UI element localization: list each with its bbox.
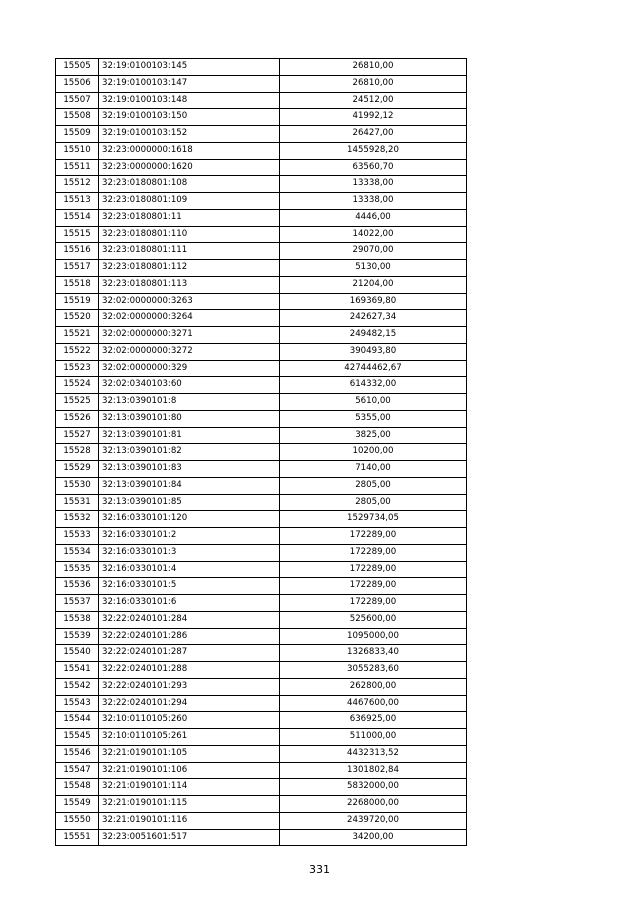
cadastral-number-cell: 32:16:0330101:2 [99,528,280,545]
table-row [56,712,467,729]
row-number-cell: 15525 [56,394,99,411]
cadastral-number-cell: 32:19:0100103:147 [99,75,280,92]
row-number-cell: 15534 [56,544,99,561]
row-number-cell: 15550 [56,812,99,829]
cadastral-number-cell: 32:13:0390101:80 [99,410,280,427]
row-number-cell: 15532 [56,511,99,528]
row-number-cell: 15528 [56,444,99,461]
cadastral-number-cell: 32:23:0180801:110 [99,226,280,243]
table-row [56,779,467,796]
table-row [56,260,467,277]
value-cell: 21204,00 [280,276,467,293]
cadastral-number-cell: 32:22:0240101:294 [99,695,280,712]
table-row [56,377,467,394]
row-number-cell: 15543 [56,695,99,712]
cadastral-number-cell: 32:13:0390101:83 [99,461,280,478]
value-cell: 2268000,00 [280,796,467,813]
table-row [56,209,467,226]
value-cell: 13338,00 [280,176,467,193]
table-row [56,310,467,327]
row-number-cell: 15544 [56,712,99,729]
value-cell: 262800,00 [280,678,467,695]
row-number-cell: 15537 [56,595,99,612]
value-cell: 63560,70 [280,159,467,176]
value-cell: 26810,00 [280,59,467,76]
cadastral-number-cell: 32:23:0000000:1618 [99,142,280,159]
cadastral-number-cell: 32:23:0180801:109 [99,193,280,210]
row-number-cell: 15529 [56,461,99,478]
table-row [56,729,467,746]
table-row [56,427,467,444]
table-row [56,243,467,260]
value-cell: 390493,80 [280,343,467,360]
value-cell: 172289,00 [280,578,467,595]
row-number-cell: 15531 [56,494,99,511]
value-cell: 172289,00 [280,561,467,578]
table-row [56,745,467,762]
value-cell: 3055283,60 [280,662,467,679]
table-row [56,628,467,645]
cadastral-number-cell: 32:19:0100103:152 [99,126,280,143]
value-cell: 42744462,67 [280,360,467,377]
table-row [56,611,467,628]
value-cell: 172289,00 [280,528,467,545]
table-row [56,494,467,511]
row-number-cell: 15524 [56,377,99,394]
value-cell: 1095000,00 [280,628,467,645]
table-row [56,662,467,679]
value-cell: 249482,15 [280,327,467,344]
cadastral-number-cell: 32:02:0000000:3271 [99,327,280,344]
value-cell: 636925,00 [280,712,467,729]
value-cell: 4432313,52 [280,745,467,762]
table-row [56,561,467,578]
cadastral-number-cell: 32:16:0330101:3 [99,544,280,561]
value-cell: 1455928,20 [280,142,467,159]
cadastral-number-cell: 32:16:0330101:6 [99,595,280,612]
value-cell: 41992,12 [280,109,467,126]
table-row [56,327,467,344]
cadastral-number-cell: 32:13:0390101:8 [99,394,280,411]
table-row [56,360,467,377]
cadastral-number-cell: 32:10:0110105:261 [99,729,280,746]
value-cell: 1529734,05 [280,511,467,528]
cadastral-number-cell: 32:13:0390101:84 [99,477,280,494]
row-number-cell: 15540 [56,645,99,662]
cadastral-number-cell: 32:02:0000000:3272 [99,343,280,360]
cadastral-number-cell: 32:23:0051601:517 [99,829,280,846]
row-number-cell: 15505 [56,59,99,76]
value-cell: 26810,00 [280,75,467,92]
cadastral-number-cell: 32:23:0180801:111 [99,243,280,260]
cadastral-number-cell: 32:16:0330101:120 [99,511,280,528]
table-row [56,410,467,427]
row-number-cell: 15541 [56,662,99,679]
cadastral-number-cell: 32:21:0190101:106 [99,762,280,779]
row-number-cell: 15510 [56,142,99,159]
row-number-cell: 15518 [56,276,99,293]
row-number-cell: 15535 [56,561,99,578]
table-row [56,109,467,126]
row-number-cell: 15511 [56,159,99,176]
table-row [56,544,467,561]
cadastral-number-cell: 32:13:0390101:82 [99,444,280,461]
table-row [56,477,467,494]
cadastral-number-cell: 32:21:0190101:116 [99,812,280,829]
cadastral-number-cell: 32:21:0190101:115 [99,796,280,813]
registry-table [55,58,467,846]
table-row [56,511,467,528]
table-row [56,578,467,595]
cadastral-number-cell: 32:22:0240101:284 [99,611,280,628]
row-number-cell: 15533 [56,528,99,545]
table-row [56,812,467,829]
value-cell: 7140,00 [280,461,467,478]
cadastral-number-cell: 32:23:0180801:11 [99,209,280,226]
row-number-cell: 15548 [56,779,99,796]
value-cell: 14022,00 [280,226,467,243]
table-row [56,796,467,813]
row-number-cell: 15512 [56,176,99,193]
row-number-cell: 15536 [56,578,99,595]
value-cell: 172289,00 [280,544,467,561]
row-number-cell: 15506 [56,75,99,92]
cadastral-number-cell: 32:23:0180801:112 [99,260,280,277]
cadastral-number-cell: 32:19:0100103:148 [99,92,280,109]
table-row [56,293,467,310]
value-cell: 13338,00 [280,193,467,210]
row-number-cell: 15526 [56,410,99,427]
value-cell: 10200,00 [280,444,467,461]
value-cell: 614332,00 [280,377,467,394]
cadastral-number-cell: 32:22:0240101:286 [99,628,280,645]
cadastral-number-cell: 32:22:0240101:293 [99,678,280,695]
row-number-cell: 15517 [56,260,99,277]
table-row [56,226,467,243]
value-cell: 2439720,00 [280,812,467,829]
value-cell: 4446,00 [280,209,467,226]
cadastral-number-cell: 32:23:0000000:1620 [99,159,280,176]
row-number-cell: 15551 [56,829,99,846]
row-number-cell: 15527 [56,427,99,444]
cadastral-number-cell: 32:23:0180801:113 [99,276,280,293]
table-row [56,75,467,92]
row-number-cell: 15530 [56,477,99,494]
table-row [56,176,467,193]
table-row [56,394,467,411]
value-cell: 169369,80 [280,293,467,310]
row-number-cell: 15507 [56,92,99,109]
cadastral-number-cell: 32:02:0000000:329 [99,360,280,377]
value-cell: 24512,00 [280,92,467,109]
row-number-cell: 15516 [56,243,99,260]
value-cell: 5130,00 [280,260,467,277]
table-row [56,59,467,76]
table-row [56,276,467,293]
row-number-cell: 15514 [56,209,99,226]
table-row [56,645,467,662]
value-cell: 511000,00 [280,729,467,746]
table-row [56,126,467,143]
row-number-cell: 15546 [56,745,99,762]
table-row [56,595,467,612]
value-cell: 5832000,00 [280,779,467,796]
table-row [56,193,467,210]
registry-table-container [55,58,466,846]
value-cell: 29070,00 [280,243,467,260]
table-row [56,142,467,159]
row-number-cell: 15521 [56,327,99,344]
row-number-cell: 15522 [56,343,99,360]
row-number-cell: 15542 [56,678,99,695]
value-cell: 172289,00 [280,595,467,612]
cadastral-number-cell: 32:02:0340103:60 [99,377,280,394]
row-number-cell: 15539 [56,628,99,645]
cadastral-number-cell: 32:21:0190101:114 [99,779,280,796]
cadastral-number-cell: 32:23:0180801:108 [99,176,280,193]
row-number-cell: 15523 [56,360,99,377]
row-number-cell: 15549 [56,796,99,813]
table-row [56,762,467,779]
cadastral-number-cell: 32:19:0100103:150 [99,109,280,126]
cadastral-number-cell: 32:16:0330101:4 [99,561,280,578]
row-number-cell: 15520 [56,310,99,327]
cadastral-number-cell: 32:02:0000000:3264 [99,310,280,327]
table-row [56,444,467,461]
page-number: 331 [309,863,330,876]
row-number-cell: 15545 [56,729,99,746]
row-number-cell: 15538 [56,611,99,628]
value-cell: 3825,00 [280,427,467,444]
value-cell: 525600,00 [280,611,467,628]
cadastral-number-cell: 32:19:0100103:145 [99,59,280,76]
table-row [56,678,467,695]
cadastral-number-cell: 32:22:0240101:287 [99,645,280,662]
value-cell: 242627,34 [280,310,467,327]
cadastral-number-cell: 32:13:0390101:81 [99,427,280,444]
table-row [56,92,467,109]
table-row [56,695,467,712]
value-cell: 4467600,00 [280,695,467,712]
row-number-cell: 15509 [56,126,99,143]
row-number-cell: 15515 [56,226,99,243]
value-cell: 26427,00 [280,126,467,143]
cadastral-number-cell: 32:02:0000000:3263 [99,293,280,310]
cadastral-number-cell: 32:21:0190101:105 [99,745,280,762]
cadastral-number-cell: 32:16:0330101:5 [99,578,280,595]
cadastral-number-cell: 32:10:0110105:260 [99,712,280,729]
cadastral-number-cell: 32:13:0390101:85 [99,494,280,511]
row-number-cell: 15519 [56,293,99,310]
table-row [56,829,467,846]
value-cell: 5355,00 [280,410,467,427]
row-number-cell: 15547 [56,762,99,779]
value-cell: 1301802,84 [280,762,467,779]
value-cell: 2805,00 [280,494,467,511]
row-number-cell: 15508 [56,109,99,126]
value-cell: 5610,00 [280,394,467,411]
value-cell: 34200,00 [280,829,467,846]
table-row [56,528,467,545]
value-cell: 1326833,40 [280,645,467,662]
row-number-cell: 15513 [56,193,99,210]
cadastral-number-cell: 32:22:0240101:288 [99,662,280,679]
table-row [56,159,467,176]
value-cell: 2805,00 [280,477,467,494]
registry-table-body [56,59,467,846]
table-row [56,343,467,360]
table-row [56,461,467,478]
